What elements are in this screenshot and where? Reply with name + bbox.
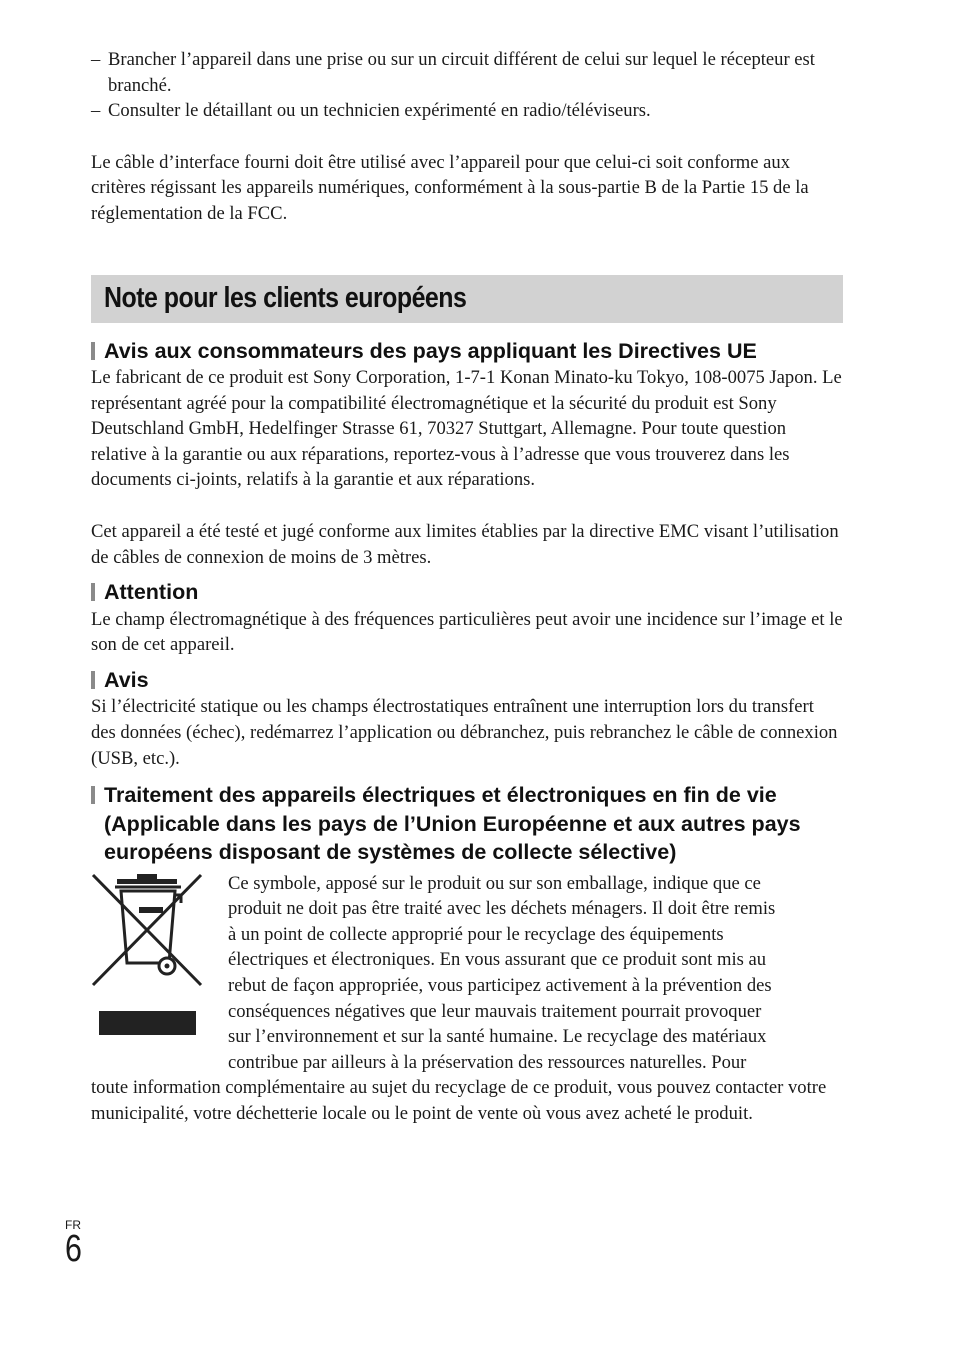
avis-ue-heading: Avis aux consommateurs des pays appliquant les Directives UE bbox=[104, 338, 757, 363]
section-title: Note pour les clients européens bbox=[104, 282, 467, 315]
avis-heading: Avis bbox=[104, 667, 149, 692]
page-content bbox=[91, 47, 843, 1127]
subheading-attention bbox=[91, 578, 843, 607]
heading-marker bbox=[91, 671, 95, 689]
weee-line: rebut de façon appropriée, vous participez activement à la prévention des bbox=[228, 975, 772, 997]
heading-marker bbox=[91, 583, 95, 601]
intro-bullet-list bbox=[91, 47, 843, 124]
attention-heading: Attention bbox=[104, 580, 199, 605]
page-folio bbox=[65, 1218, 86, 1268]
weee-closing-text: toute information complémentaire au sujet du recyclage de ce produit, vous pouvez contacter votre municipalité, votre déchetterie locale ou le point de vente où vous avez acheté le produit. bbox=[91, 1077, 827, 1125]
heading-marker bbox=[91, 342, 95, 360]
attention-paragraph: Le champ électromagnétique à des fréquences particulières peut avoir une incidence sur l’image et le son de cet appareil. bbox=[91, 608, 843, 656]
subheading-avis bbox=[91, 666, 843, 695]
heading-marker bbox=[91, 786, 95, 804]
cable-paragraph: Le câble d’interface fourni doit être utilisé avec l’appareil pour que celui-ci soit conforme aux critères régissant les appareils numériques, conformément à la sous-partie B de la Partie 15 de la réglementation de la FCC. bbox=[91, 151, 809, 224]
avis-ue-paragraph-2: Cet appareil a été testé et jugé conforme aux limites établies par la directive EMC visant l’utilisation de câbles de connexion de moins de 3 mètres. bbox=[91, 521, 839, 568]
crossed-out-wheelie-bin-icon bbox=[91, 871, 203, 1041]
weee-line: contribue par ailleurs à la préservation des ressources naturelles. Pour bbox=[228, 1051, 747, 1073]
page-number: 6 bbox=[65, 1228, 82, 1270]
language-code: FR bbox=[65, 1218, 81, 1232]
weee-line: électriques et électroniques. En vous assurant que ce produit sont mis au bbox=[228, 949, 767, 971]
subheading-avis-ue bbox=[91, 337, 843, 366]
weee-heading: Traitement des appareils électriques et électroniques en fin de vie (Applicable dans les pays de l’Union Européenne et aux autres pays européens disposant de systèmes de collecte sélective) bbox=[104, 783, 801, 865]
avis-ue-paragraph-1: Le fabricant de ce produit est Sony Corporation, 1-7-1 Konan Minato-ku Tokyo, 108-0075 Japon. Le représentant agréé pour la compatibilité électromagnétique et la sécurité du produit est Sony Deutschland GmbH, Hedelfinger Strasse 61, 70327 Stuttgart, Allemagne. Pour toute question relative à la garantie ou aux réparations, reportez-vous à l’adresse que vous trouverez dans les documents ci-joints, relatifs à la garantie et aux réparations. bbox=[91, 367, 842, 491]
intro-bullet: – Consulter le détaillant ou un technicien expérimenté en radio/téléviseurs. bbox=[91, 98, 843, 124]
weee-line: à un point de collecte approprié pour le recyclage des équipements bbox=[228, 923, 724, 945]
weee-block bbox=[91, 871, 843, 1127]
weee-line: sur l’environnement et sur la santé humaine. Le recyclage des matériaux bbox=[228, 1026, 767, 1048]
weee-line: conséquences négatives que leur mauvais traitement pourrait provoquer bbox=[228, 1000, 762, 1022]
subheading-weee bbox=[91, 781, 843, 867]
weee-line: produit ne doit pas être traité avec les déchets ménagers. Il doit être remis bbox=[228, 898, 776, 920]
weee-line: Ce symbole, apposé sur le produit ou sur son emballage, indique que ce bbox=[228, 872, 761, 894]
intro-bullet: – Brancher l’appareil dans une prise ou sur un circuit différent de celui sur lequel le récepteur est branché. bbox=[91, 47, 843, 98]
weee-text bbox=[91, 871, 843, 1127]
avis-paragraph: Si l’électricité statique ou les champs électrostatiques entraînent une interruption lors du transfert des données (échec), redémarrez l’application ou débranchez, puis rebranchez le câble de connexion (USB, etc.). bbox=[91, 696, 838, 769]
section-banner bbox=[91, 275, 843, 323]
